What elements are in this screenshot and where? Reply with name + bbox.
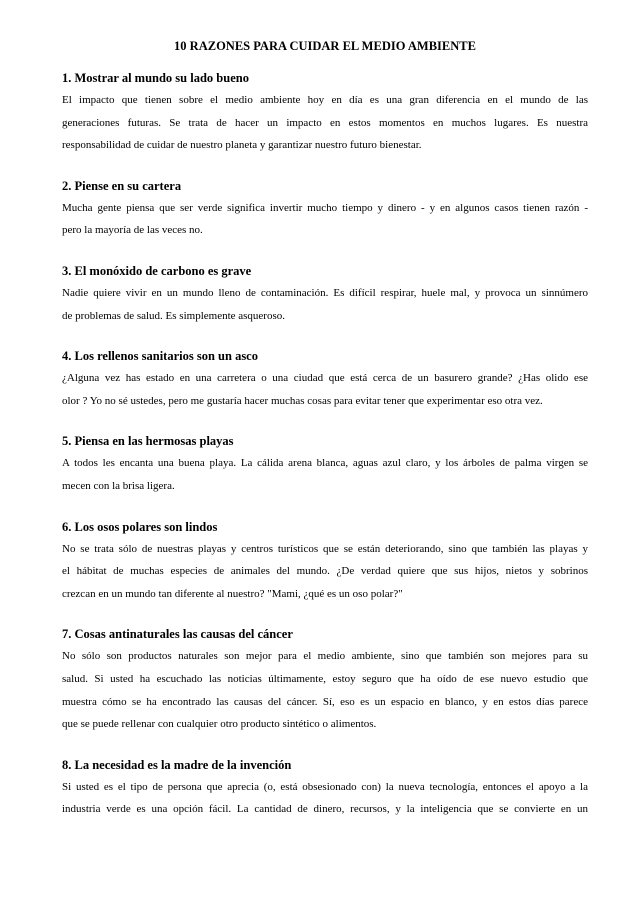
section-body	[62, 89, 588, 157]
document-title: 10 RAZONES PARA CUIDAR EL MEDIO AMBIENTE	[174, 39, 476, 53]
body-line: el hábitat de muchas especies de animales del mundo. ¿De verdad quiere que sus hijos, nietos y sobrinos	[62, 565, 588, 578]
section-2	[62, 178, 588, 242]
section-heading: 3. El monóxido de carbono es grave	[62, 263, 252, 278]
section-heading: 6. Los osos polares son lindos	[62, 519, 218, 534]
body-line: de problemas de salud. Es simplemente asqueroso.	[62, 309, 286, 322]
body-line: A todos les encanta una buena playa. La cálida arena blanca, aguas azul claro, y los árboles de palma virgen se	[62, 457, 588, 470]
section-4	[62, 348, 588, 412]
body-line: generaciones futuras. Se trata de hacer un impacto en estos momentos en muchos lugares. Es nuestra	[62, 116, 588, 129]
body-line: No sólo son productos naturales son mejor para el medio ambiente, sino que también son mejores para su	[62, 650, 588, 663]
section-8	[62, 757, 588, 821]
section-3	[62, 263, 588, 327]
body-line: mecen con la brisa ligera.	[62, 479, 175, 492]
section-body	[62, 645, 588, 735]
section-body	[62, 776, 588, 821]
section-body	[62, 538, 588, 606]
section-body	[62, 197, 588, 242]
body-line: Si usted es el tipo de persona que aprecia (o, está obsesionado con) la nueva tecnología, entonces el apoyo a la	[62, 780, 588, 793]
body-line: que se puede rellenar con cualquier otro producto sintético o alimentos.	[62, 718, 377, 731]
section-heading: 5. Piensa en las hermosas playas	[62, 434, 234, 449]
section-6	[62, 519, 588, 606]
section-5	[62, 433, 588, 497]
body-line: No se trata sólo de nuestras playas y centros turísticos que se están deteriorando, sino que también las playas y	[62, 542, 588, 555]
section-7	[62, 626, 588, 735]
section-body	[62, 282, 588, 327]
body-line: Mucha gente piensa que ser verde significa invertir mucho tiempo y dinero - y en algunos casos tienen razón -	[62, 201, 588, 214]
section-body	[62, 367, 588, 412]
body-line: responsabilidad de cuidar de nuestro planeta y garantizar nuestro futuro bienestar.	[62, 139, 422, 152]
section-heading: 7. Cosas antinaturales las causas del cáncer	[62, 627, 293, 642]
body-line: Nadie quiere vivir en un mundo lleno de contaminación. Es difícil respirar, huele mal, y provoca un sinnúmero	[62, 286, 588, 299]
body-line: industria verde es una opción fácil. La cantidad de dinero, recursos, y la inteligencia que se convierte en un	[62, 803, 588, 816]
section-heading: 2. Piense en su cartera	[62, 178, 182, 193]
section-heading: 4. Los rellenos sanitarios son un asco	[62, 349, 258, 364]
body-line: crezcan en un mundo tan diferente al nuestro? "Mami, ¿qué es un oso polar?"	[62, 587, 403, 600]
body-line: salud. Si usted ha escuchado las noticias últimamente, estoy seguro que ha oído de ese nuevo estudio que	[62, 672, 588, 685]
body-line: ¿Alguna vez has estado en una carretera o una ciudad que está cerca de un basurero grande? ¿Has olido ese	[62, 372, 588, 385]
section-body	[62, 452, 588, 497]
body-line: pero la mayoría de las veces no.	[62, 224, 203, 237]
section-heading: 1. Mostrar al mundo su lado bueno	[62, 71, 249, 85]
body-line: muestra cómo se ha encontrado las causas del cáncer. Sí, eso es un espacio en blanco, y en estos días parece	[62, 695, 588, 708]
document-page	[62, 38, 588, 842]
section-1	[62, 70, 588, 157]
body-line: El impacto que tienen sobre el medio ambiente hoy en día es una gran diferencia en el mundo de las	[62, 94, 588, 106]
section-heading: 8. La necesidad es la madre de la invención	[62, 757, 292, 772]
body-line: olor ? Yo no sé ustedes, pero me gustaría hacer muchas cosas para evitar tener que experimentar eso otra vez.	[62, 394, 543, 407]
